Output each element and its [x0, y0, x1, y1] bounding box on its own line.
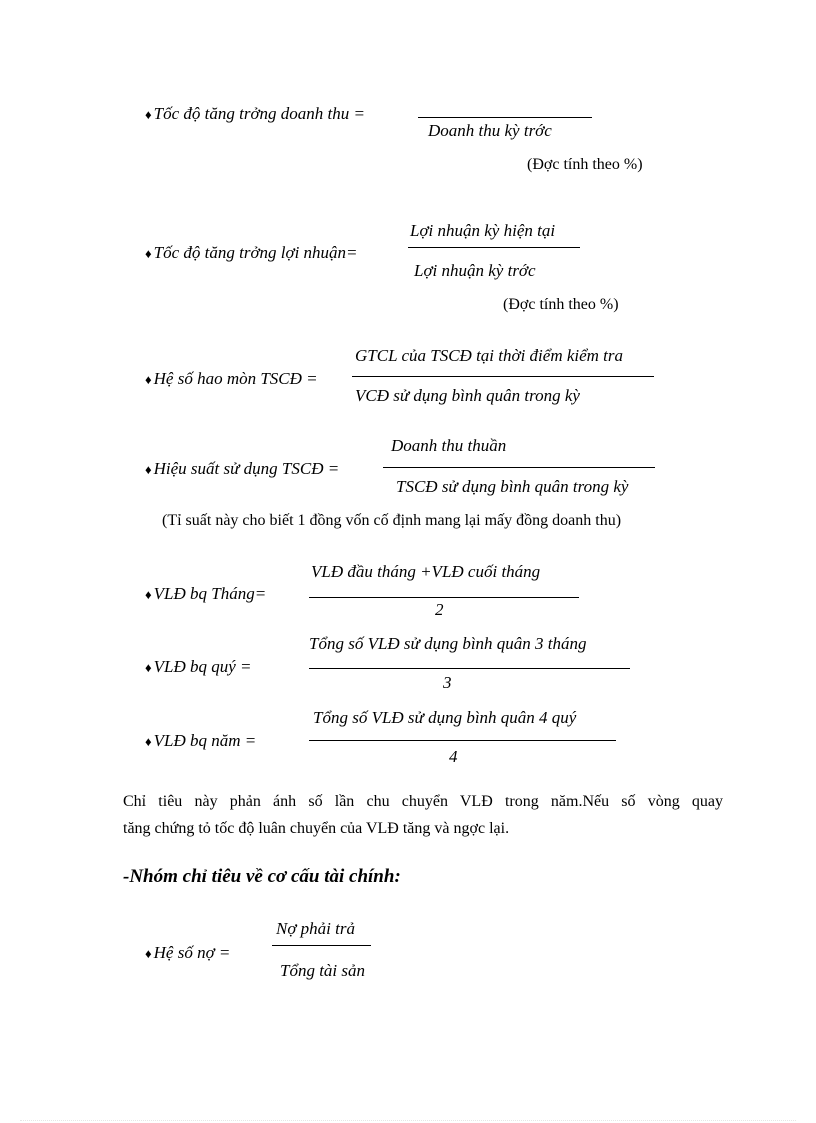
formula-working-capital-quarter-numerator: Tổng số VLĐ sử dụng bình quân 3 tháng: [309, 634, 587, 653]
fraction-bar: [352, 376, 654, 377]
fraction-bar: [309, 668, 630, 669]
diamond-bullet-icon: ♦: [145, 587, 152, 602]
explanation-line-1: Chỉ tiêu này phản ánh số lần chu chuyển VLĐ trong năm.Nếu số vòng quay: [123, 793, 723, 810]
fraction-bar: [418, 117, 592, 118]
formula-debt-ratio-label: ♦ Hệ số nợ =: [145, 943, 231, 962]
diamond-bullet-icon: ♦: [145, 660, 152, 675]
formula-debt-ratio-numerator: Nợ phải trả: [276, 919, 355, 938]
formula-working-capital-month-label: ♦ VLĐ bq Tháng=: [145, 584, 267, 603]
formula-profit-growth-denominator: Lợi nhuận kỳ trớc: [414, 261, 536, 280]
fraction-bar: [383, 467, 655, 468]
diamond-bullet-icon: ♦: [145, 734, 152, 749]
formula-fixed-asset-efficiency-denominator: TSCĐ sử dụng bình quân trong kỳ: [396, 477, 629, 496]
formula-working-capital-year-label: ♦ VLĐ bq năm =: [145, 731, 257, 750]
diamond-bullet-icon: ♦: [145, 946, 152, 961]
formula-profit-growth-numerator: Lợi nhuận kỳ hiện tại: [410, 221, 556, 240]
explanation-paragraph: [123, 788, 723, 842]
formula-working-capital-quarter-label: ♦ VLĐ bq quý =: [145, 657, 252, 676]
formula-working-capital-month-numerator: VLĐ đầu tháng +VLĐ cuối tháng: [311, 562, 541, 581]
formula-working-capital-year-numerator: Tổng số VLĐ sử dụng bình quân 4 quý: [313, 708, 577, 727]
diamond-bullet-icon: ♦: [145, 246, 152, 261]
formula-depreciation-numerator: GTCL của TSCĐ tại thời điểm kiểm tra: [355, 346, 624, 365]
explanation-line-2: tăng chứng tỏ tốc độ luân chuyển của VLĐ tăng và ngợc lại.: [123, 820, 510, 837]
formula-profit-growth-label: ♦ Tốc độ tăng trởng lợi nhuận=: [145, 243, 358, 262]
diamond-bullet-icon: ♦: [145, 372, 152, 387]
fraction-bar: [309, 740, 616, 741]
section-heading: -Nhóm chỉ tiêu về cơ cấu tài chính:: [123, 866, 401, 887]
formula-debt-ratio-denominator: Tổng tài sản: [280, 961, 366, 980]
fraction-bar: [309, 597, 579, 598]
formula-fixed-asset-efficiency-label: ♦ Hiệu suất sử dụng TSCĐ =: [145, 459, 340, 478]
formula-revenue-growth-note: (Đợc tính theo %): [527, 156, 643, 173]
formula-fixed-asset-efficiency-note: (Tỉ suất này cho biết 1 đồng vốn cố định mang lại mấy đồng doanh thu): [162, 512, 622, 529]
formula-working-capital-month-denominator: 2: [435, 600, 444, 619]
fraction-bar: [272, 945, 371, 946]
formula-revenue-growth-denominator: Doanh thu kỳ trớc: [428, 121, 552, 140]
formula-depreciation-denominator: VCĐ sử dụng bình quân trong kỳ: [355, 386, 580, 405]
formula-revenue-growth-label: ♦ Tốc độ tăng trởng doanh thu =: [145, 104, 365, 123]
formula-working-capital-quarter-denominator: 3: [443, 673, 452, 692]
diamond-bullet-icon: ♦: [145, 107, 152, 122]
diamond-bullet-icon: ♦: [145, 462, 152, 477]
formula-depreciation-label: ♦ Hệ số hao mòn TSCĐ =: [145, 369, 318, 388]
fraction-bar: [408, 247, 580, 248]
formula-fixed-asset-efficiency-numerator: Doanh thu thuần: [391, 436, 507, 455]
formula-profit-growth-note: (Đợc tính theo %): [503, 296, 619, 313]
page-bottom-border: [20, 1120, 796, 1121]
formula-working-capital-year-denominator: 4: [449, 747, 458, 766]
